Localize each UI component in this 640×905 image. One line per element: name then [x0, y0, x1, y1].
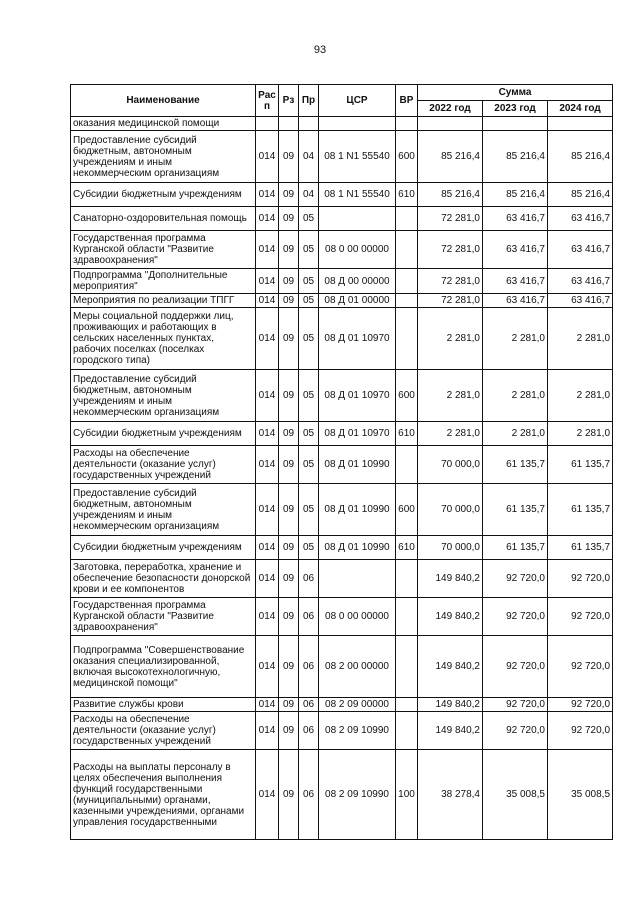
- cell-v2023: 61 135,7: [483, 536, 548, 560]
- cell-csr: 08 1 N1 55540: [319, 183, 396, 207]
- cell-v2023: 35 008,5: [483, 750, 548, 840]
- cell-rz: 09: [279, 370, 299, 422]
- header-vr: ВР: [396, 85, 418, 117]
- cell-vr: [396, 117, 418, 131]
- cell-rasp: 014: [256, 698, 279, 712]
- cell-v2022: 2 281,0: [418, 422, 483, 446]
- cell-rz: 09: [279, 750, 299, 840]
- cell-csr: 08 Д 01 10990: [319, 446, 396, 484]
- cell-v2023: 63 416,7: [483, 294, 548, 308]
- cell-name: Субсидии бюджетным учреждениям: [71, 183, 256, 207]
- table-row: [71, 294, 613, 308]
- cell-name: Подпрограмма "Совершенствование оказания специализированной, включая высокотехнологичную, медицинской помощи": [71, 636, 256, 698]
- cell-rasp: 014: [256, 183, 279, 207]
- cell-rasp: 014: [256, 560, 279, 598]
- header-2023: 2023 год: [483, 101, 548, 117]
- cell-pr: 05: [299, 231, 319, 269]
- cell-csr: 08 0 00 00000: [319, 598, 396, 636]
- cell-name: Меры социальной поддержки лиц, проживающих и работающих в сельских населенных пунктах, рабочих поселках (поселках городского типа): [71, 308, 256, 370]
- cell-v2022: 149 840,2: [418, 598, 483, 636]
- cell-rz: 09: [279, 131, 299, 183]
- cell-v2024: 85 216,4: [548, 183, 613, 207]
- cell-v2024: 85 216,4: [548, 131, 613, 183]
- cell-v2024: 2 281,0: [548, 308, 613, 370]
- cell-name: Государственная программа Курганской области "Развитие здравоохранения": [71, 231, 256, 269]
- cell-name: Предоставление субсидий бюджетным, автономным учреждениям и иным некоммерческим организациям: [71, 131, 256, 183]
- cell-v2023: 63 416,7: [483, 207, 548, 231]
- cell-v2022: 72 281,0: [418, 294, 483, 308]
- cell-v2024: 2 281,0: [548, 370, 613, 422]
- cell-rz: 09: [279, 712, 299, 750]
- cell-pr: 04: [299, 183, 319, 207]
- cell-v2024: 61 135,7: [548, 446, 613, 484]
- cell-rasp: 014: [256, 422, 279, 446]
- cell-vr: [396, 560, 418, 598]
- cell-v2023: 85 216,4: [483, 183, 548, 207]
- cell-v2022: 85 216,4: [418, 131, 483, 183]
- cell-rz: 09: [279, 308, 299, 370]
- cell-v2024: 2 281,0: [548, 422, 613, 446]
- cell-rasp: 014: [256, 446, 279, 484]
- cell-csr: 08 Д 00 00000: [319, 269, 396, 294]
- cell-vr: [396, 269, 418, 294]
- table-row: [71, 636, 613, 698]
- cell-rz: 09: [279, 598, 299, 636]
- cell-csr: 08 Д 01 10970: [319, 370, 396, 422]
- cell-rz: 09: [279, 294, 299, 308]
- cell-v2024: 92 720,0: [548, 712, 613, 750]
- cell-v2023: 63 416,7: [483, 231, 548, 269]
- cell-pr: 06: [299, 636, 319, 698]
- cell-v2024: 61 135,7: [548, 484, 613, 536]
- header-rasp: Рас п: [256, 85, 279, 117]
- cell-v2024: 61 135,7: [548, 536, 613, 560]
- table-row: [71, 598, 613, 636]
- table-row: [71, 750, 613, 840]
- cell-vr: [396, 308, 418, 370]
- cell-name: оказания медицинской помощи: [71, 117, 256, 131]
- cell-v2023: 92 720,0: [483, 712, 548, 750]
- table-body: [71, 117, 613, 840]
- cell-rasp: 014: [256, 598, 279, 636]
- table-row: [71, 698, 613, 712]
- cell-name: Подпрограмма "Дополнительные мероприятия": [71, 269, 256, 294]
- cell-pr: [299, 117, 319, 131]
- cell-pr: 06: [299, 560, 319, 598]
- cell-pr: 06: [299, 750, 319, 840]
- cell-csr: [319, 560, 396, 598]
- cell-pr: 04: [299, 131, 319, 183]
- cell-vr: [396, 698, 418, 712]
- cell-v2024: 92 720,0: [548, 560, 613, 598]
- page-number: 93: [313, 44, 327, 56]
- cell-pr: 05: [299, 422, 319, 446]
- cell-rz: 09: [279, 560, 299, 598]
- cell-v2022: 70 000,0: [418, 536, 483, 560]
- cell-rasp: 014: [256, 636, 279, 698]
- cell-pr: 05: [299, 536, 319, 560]
- cell-vr: [396, 636, 418, 698]
- cell-vr: [396, 598, 418, 636]
- cell-name: Заготовка, переработка, хранение и обеспечение безопасности донорской крови и ее компонентов: [71, 560, 256, 598]
- cell-rz: 09: [279, 183, 299, 207]
- cell-v2022: 72 281,0: [418, 207, 483, 231]
- cell-rasp: 014: [256, 370, 279, 422]
- header-rz: Рз: [279, 85, 299, 117]
- cell-v2023: 61 135,7: [483, 446, 548, 484]
- cell-name: Расходы на выплаты персоналу в целях обеспечения выполнения функций государственными (муниципальными) органами, казенными учреждениями, органами управления государственными: [71, 750, 256, 840]
- cell-rasp: 014: [256, 294, 279, 308]
- cell-v2023: [483, 117, 548, 131]
- cell-name: Государственная программа Курганской области "Развитие здравоохранения": [71, 598, 256, 636]
- cell-rz: 09: [279, 446, 299, 484]
- cell-v2024: 92 720,0: [548, 698, 613, 712]
- cell-pr: 05: [299, 294, 319, 308]
- cell-v2024: [548, 117, 613, 131]
- cell-csr: 08 Д 01 10970: [319, 308, 396, 370]
- cell-v2024: 35 008,5: [548, 750, 613, 840]
- cell-pr: 06: [299, 698, 319, 712]
- cell-vr: [396, 446, 418, 484]
- table-row: [71, 712, 613, 750]
- cell-name: Расходы на обеспечение деятельности (оказание услуг) государственных учреждений: [71, 712, 256, 750]
- cell-v2023: 92 720,0: [483, 636, 548, 698]
- budget-table: [70, 84, 613, 840]
- cell-rasp: 014: [256, 308, 279, 370]
- cell-vr: [396, 712, 418, 750]
- cell-name: Мероприятия по реализации ТПГГ: [71, 294, 256, 308]
- cell-v2022: 149 840,2: [418, 698, 483, 712]
- cell-v2023: 63 416,7: [483, 269, 548, 294]
- cell-name: Субсидии бюджетным учреждениям: [71, 536, 256, 560]
- table-row: [71, 422, 613, 446]
- cell-vr: [396, 294, 418, 308]
- cell-v2022: 85 216,4: [418, 183, 483, 207]
- cell-v2022: 72 281,0: [418, 269, 483, 294]
- table-row: [71, 370, 613, 422]
- cell-rasp: 014: [256, 750, 279, 840]
- header-2022: 2022 год: [418, 101, 483, 117]
- table-row: [71, 183, 613, 207]
- cell-rz: 09: [279, 484, 299, 536]
- table-row: [71, 231, 613, 269]
- cell-rasp: 014: [256, 269, 279, 294]
- cell-v2023: 92 720,0: [483, 598, 548, 636]
- cell-csr: 08 2 09 10990: [319, 712, 396, 750]
- cell-vr: 610: [396, 422, 418, 446]
- cell-v2023: 92 720,0: [483, 698, 548, 712]
- cell-name: Расходы на обеспечение деятельности (оказание услуг) государственных учреждений: [71, 446, 256, 484]
- header-pr: Пр: [299, 85, 319, 117]
- cell-v2022: 149 840,2: [418, 712, 483, 750]
- cell-v2024: 63 416,7: [548, 269, 613, 294]
- cell-csr: 08 0 00 00000: [319, 231, 396, 269]
- cell-rz: 09: [279, 698, 299, 712]
- cell-rasp: 014: [256, 712, 279, 750]
- table-row: [71, 131, 613, 183]
- cell-v2022: 149 840,2: [418, 636, 483, 698]
- table-row: [71, 308, 613, 370]
- cell-vr: 100: [396, 750, 418, 840]
- cell-vr: 610: [396, 536, 418, 560]
- cell-rasp: 014: [256, 536, 279, 560]
- cell-csr: 08 Д 01 10970: [319, 422, 396, 446]
- cell-pr: 05: [299, 370, 319, 422]
- cell-v2023: 61 135,7: [483, 484, 548, 536]
- cell-pr: 05: [299, 269, 319, 294]
- table-row: [71, 446, 613, 484]
- cell-rz: 09: [279, 231, 299, 269]
- cell-rz: 09: [279, 422, 299, 446]
- table-row: [71, 560, 613, 598]
- cell-pr: 05: [299, 484, 319, 536]
- table-row: [71, 207, 613, 231]
- cell-vr: 600: [396, 484, 418, 536]
- cell-v2022: [418, 117, 483, 131]
- cell-csr: 08 1 N1 55540: [319, 131, 396, 183]
- cell-v2022: 38 278,4: [418, 750, 483, 840]
- cell-v2024: 63 416,7: [548, 231, 613, 269]
- cell-name: Предоставление субсидий бюджетным, автономным учреждениям и иным некоммерческим организациям: [71, 370, 256, 422]
- cell-v2022: 72 281,0: [418, 231, 483, 269]
- cell-v2022: 2 281,0: [418, 370, 483, 422]
- cell-v2024: 63 416,7: [548, 207, 613, 231]
- cell-v2023: 2 281,0: [483, 422, 548, 446]
- table-row: [71, 117, 613, 131]
- cell-vr: 600: [396, 131, 418, 183]
- cell-pr: 06: [299, 598, 319, 636]
- cell-rasp: 014: [256, 131, 279, 183]
- cell-rasp: [256, 117, 279, 131]
- cell-csr: 08 2 00 00000: [319, 636, 396, 698]
- table-row: [71, 484, 613, 536]
- cell-pr: 05: [299, 207, 319, 231]
- cell-pr: 06: [299, 712, 319, 750]
- cell-v2022: 70 000,0: [418, 446, 483, 484]
- cell-v2022: 2 281,0: [418, 308, 483, 370]
- cell-v2022: 70 000,0: [418, 484, 483, 536]
- cell-csr: 08 Д 01 00000: [319, 294, 396, 308]
- cell-v2024: 92 720,0: [548, 636, 613, 698]
- header-sum: Сумма: [418, 85, 613, 101]
- cell-name: Санаторно-оздоровительная помощь: [71, 207, 256, 231]
- cell-name: Развитие службы крови: [71, 698, 256, 712]
- cell-csr: 08 2 09 10990: [319, 750, 396, 840]
- cell-v2024: 92 720,0: [548, 598, 613, 636]
- cell-v2023: 2 281,0: [483, 308, 548, 370]
- cell-rz: 09: [279, 536, 299, 560]
- cell-csr: 08 2 09 00000: [319, 698, 396, 712]
- cell-rasp: 014: [256, 207, 279, 231]
- header-csr: ЦСР: [319, 85, 396, 117]
- cell-rasp: 014: [256, 484, 279, 536]
- cell-vr: [396, 207, 418, 231]
- cell-rasp: 014: [256, 231, 279, 269]
- cell-rz: 09: [279, 636, 299, 698]
- cell-vr: [396, 231, 418, 269]
- cell-vr: 600: [396, 370, 418, 422]
- cell-pr: 05: [299, 308, 319, 370]
- cell-v2023: 92 720,0: [483, 560, 548, 598]
- cell-csr: 08 Д 01 10990: [319, 536, 396, 560]
- cell-csr: 08 Д 01 10990: [319, 484, 396, 536]
- header-2024: 2024 год: [548, 101, 613, 117]
- cell-rz: [279, 117, 299, 131]
- cell-name: Субсидии бюджетным учреждениям: [71, 422, 256, 446]
- cell-v2023: 2 281,0: [483, 370, 548, 422]
- header-name: Наименование: [71, 85, 256, 117]
- cell-v2022: 149 840,2: [418, 560, 483, 598]
- cell-pr: 05: [299, 446, 319, 484]
- cell-v2024: 63 416,7: [548, 294, 613, 308]
- cell-rz: 09: [279, 207, 299, 231]
- cell-csr: [319, 207, 396, 231]
- cell-rz: 09: [279, 269, 299, 294]
- cell-vr: 610: [396, 183, 418, 207]
- table-row: [71, 269, 613, 294]
- table-row: [71, 536, 613, 560]
- cell-csr: [319, 117, 396, 131]
- cell-v2023: 85 216,4: [483, 131, 548, 183]
- cell-name: Предоставление субсидий бюджетным, автономным учреждениям и иным некоммерческим организациям: [71, 484, 256, 536]
